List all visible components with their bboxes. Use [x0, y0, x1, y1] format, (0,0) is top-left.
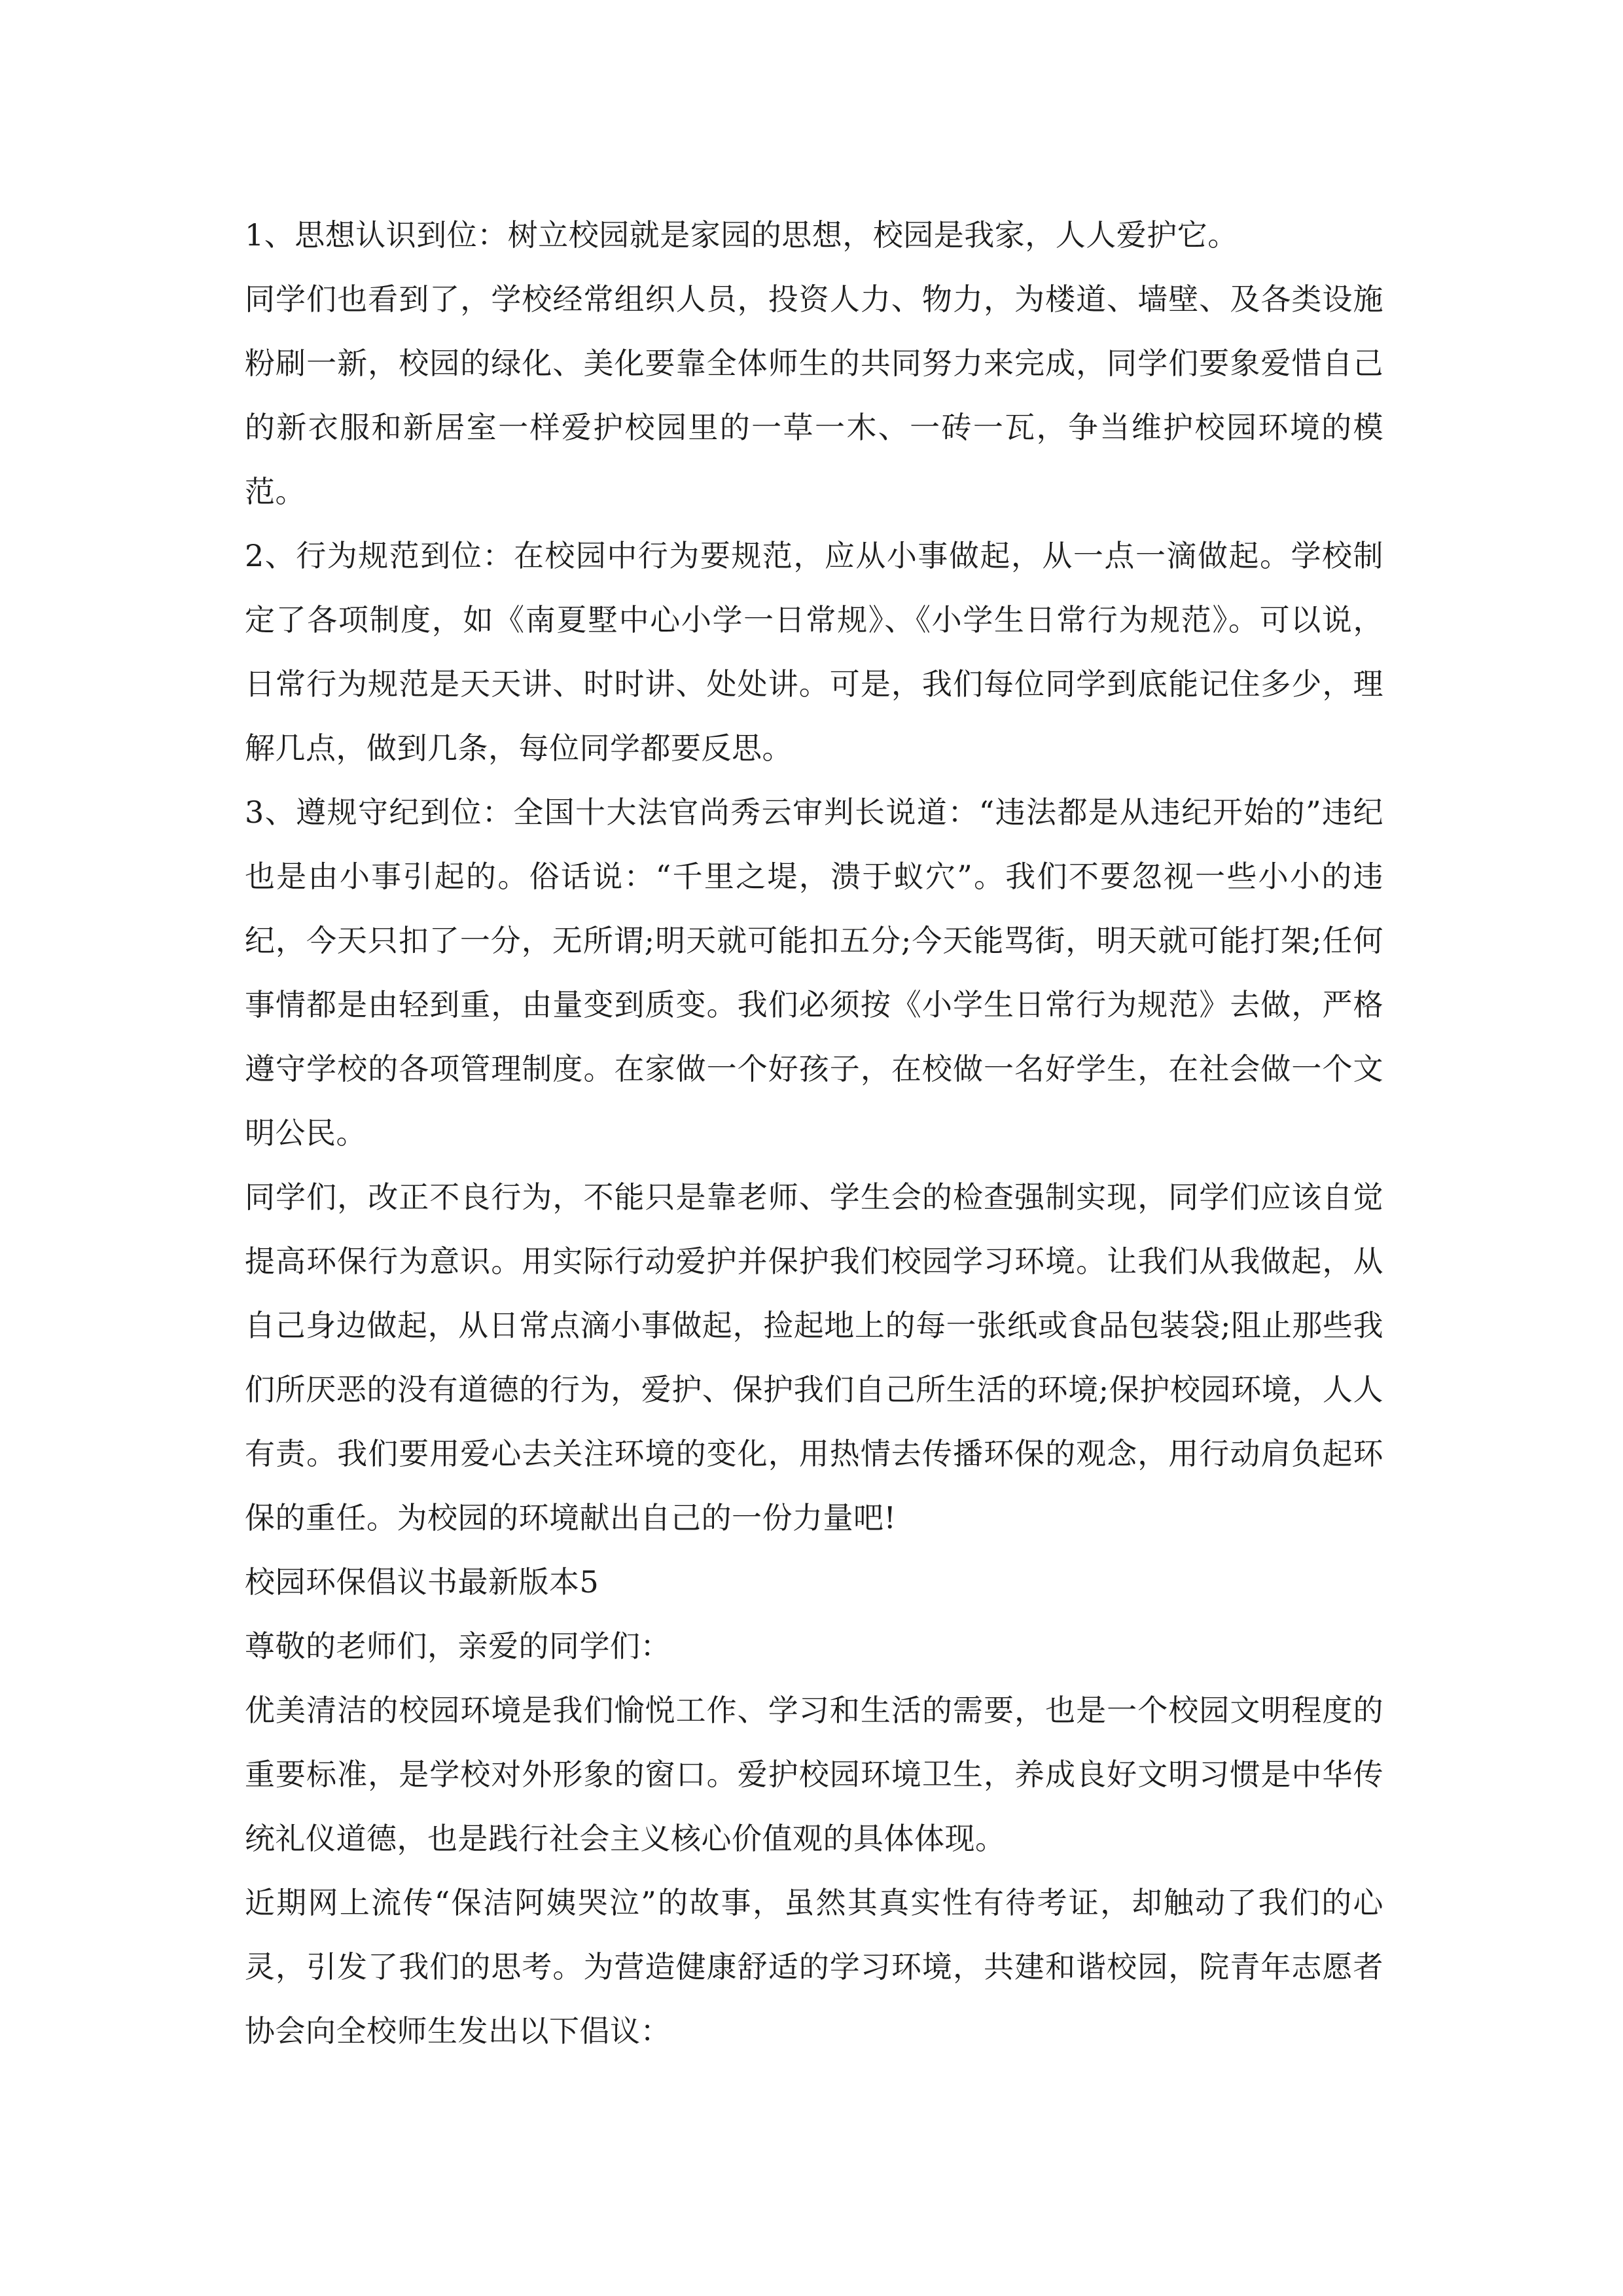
- document-body: [245, 203, 1383, 2063]
- paragraph-conclusion: 同学们，改正不良行为，不能只是靠老师、学生会的检查强制实现，同学们应该自觉提高环保行为意识。用实际行动爱护并保护我们校园学习环境。让我们从我做起，从自己身边做起，从日常点滴小事做起，捡起地上的每一张纸或食品包装袋;阻止那些我们所厌恶的没有道德的行为，爱护、保护我们自己所生活的环境;保护校园环境，人人有责。我们要用爱心去关注环境的变化，用热情去传播环保的观念，用行动肩负起环保的重任。为校园的环境献出自己的一份力量吧!: [245, 1179, 1383, 1535]
- section-title: 校园环保倡议书最新版本5: [245, 1564, 599, 1600]
- salutation: 尊敬的老师们，亲爱的同学们：: [245, 1628, 671, 1664]
- paragraph-point-1-detail: 同学们也看到了，学校经常组织人员，投资人力、物力，为楼道、墙壁、及各类设施粉刷一新，校园的绿化、美化要靠全体师生的共同努力来完成，同学们要象爱惜自己的新衣服和新居室一样爱护校园里的一草一木、一砖一瓦，争当维护校园环境的模范。: [245, 281, 1383, 509]
- paragraph-point-1: 1、思想认识到位：树立校园就是家园的思想，校园是我家，人人爱护它。: [245, 217, 1238, 253]
- paragraph-intro: 优美清洁的校园环境是我们愉悦工作、学习和生活的需要，也是一个校园文明程度的重要标准，是学校对外形象的窗口。爱护校园环境卫生，养成良好文明习惯是中华传统礼仪道德，也是践行社会主义核心价值观的具体体现。: [245, 1693, 1383, 1856]
- paragraph-point-2: 2、行为规范到位：在校园中行为要规范，应从小事做起，从一点一滴做起。学校制定了各项制度，如《南夏墅中心小学一日常规》、《小学生日常行为规范》。可以说，日常行为规范是天天讲、时时讲、处处讲。可是，我们每位同学到底能记住多少，理解几点，做到几条，每位同学都要反思。: [245, 538, 1383, 766]
- paragraph-initiative: 近期网上流传“保洁阿姨哭泣”的故事，虽然其真实性有待考证，却触动了我们的心灵，引发了我们的思考。为营造健康舒适的学习环境，共建和谐校园，院青年志愿者协会向全校师生发出以下倡议：: [245, 1885, 1383, 2049]
- paragraph-point-3: 3、遵规守纪到位：全国十大法官尚秀云审判长说道：“违法都是从违纪开始的”违纪也是由小事引起的。俗话说：“千里之堤，溃于蚁穴”。我们不要忽视一些小小的违纪，今天只扣了一分，无所谓;明天就可能扣五分;今天能骂街，明天就可能打架;任何事情都是由轻到重，由量变到质变。我们必须按《小学生日常行为规范》去做，严格遵守学校的各项管理制度。在家做一个好孩子，在校做一名好学生，在社会做一个文明公民。: [245, 795, 1383, 1151]
